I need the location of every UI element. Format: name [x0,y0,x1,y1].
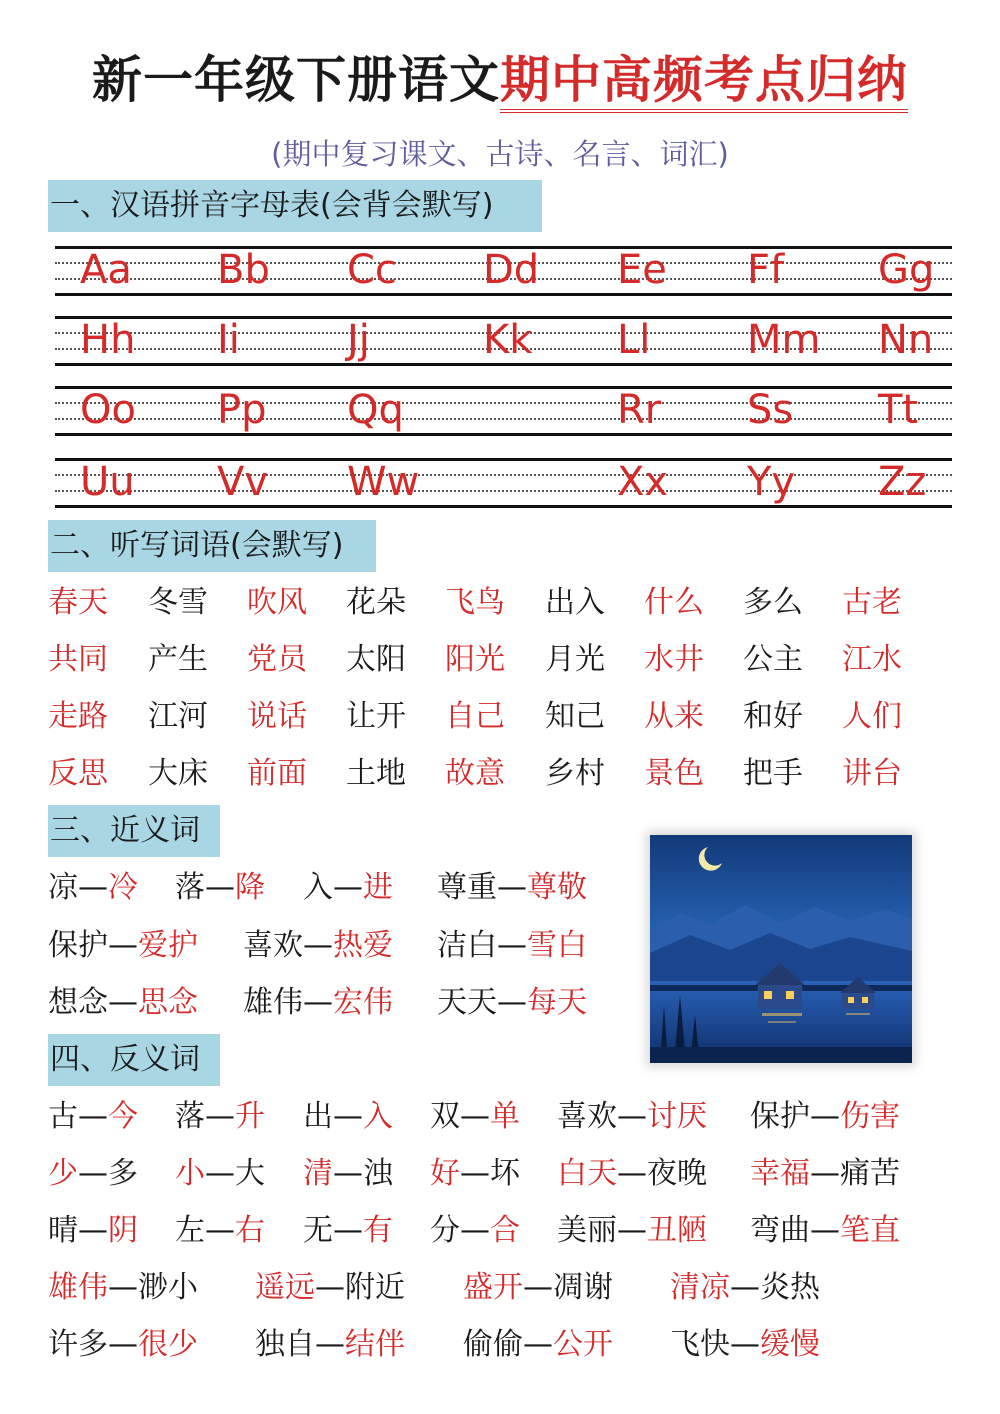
dictation-word: 太阳 [346,642,406,677]
dictation-word: 公主 [743,642,803,677]
pair-second-word: 痛苦 [840,1156,900,1191]
ruled-line [55,418,952,420]
pair-dash: — [205,1156,235,1191]
pair-second-word: 合 [490,1213,520,1248]
pair-dash: — [617,1213,647,1248]
alphabet-letter: Ii [217,317,240,363]
pair-first-word: 想念 [48,985,108,1020]
pair-first-word: 落 [175,870,205,905]
alphabet-letter: Ss [747,387,794,433]
page-subtitle: (期中复习课文、古诗、名言、词汇) [271,137,729,171]
pair-dash: — [78,870,108,905]
pair-second-word: 多 [108,1156,138,1191]
pair-first-word: 落 [175,1099,205,1134]
antonym-pair [557,1156,707,1192]
antonym-pair [175,1156,265,1192]
antonym-pair [48,1270,198,1306]
dictation-word: 走路 [48,699,108,734]
pair-first-word: 许多 [48,1327,108,1362]
title-part-2: 期中高频考点归纳 [500,51,908,113]
pair-second-word: 浊 [363,1156,393,1191]
dictation-word: 共同 [48,642,108,677]
pair-first-word: 分 [430,1213,460,1248]
antonym-pair [430,1213,520,1249]
alphabet-letter: Uu [80,459,135,505]
alphabet-letter: Oo [80,387,136,433]
alphabet-letter: Cc [347,247,397,293]
antonym-pair [303,1156,393,1192]
dictation-word: 产生 [148,642,208,677]
pair-first-word: 出 [303,1099,333,1134]
alphabet-letter: Nn [878,317,934,363]
pair-first-word: 喜欢 [557,1099,617,1134]
pair-second-word: 右 [235,1213,265,1248]
synonym-pair [437,985,587,1021]
ruled-line [55,386,952,389]
antonym-pair [557,1099,707,1135]
antonym-pair [430,1099,520,1135]
pair-second-word: 公开 [553,1327,613,1362]
dictation-word: 月光 [545,642,605,677]
alphabet-letter: Bb [217,247,270,293]
pair-dash: — [78,1099,108,1134]
pair-first-word: 无 [303,1213,333,1248]
pair-first-word: 凉 [48,870,78,905]
ruled-line [55,363,952,366]
dictation-word: 乡村 [545,756,605,791]
pair-dash: — [205,870,235,905]
antonym-pair [463,1327,613,1363]
pair-second-word: 尊敬 [527,870,587,905]
pair-dash: — [810,1099,840,1134]
pair-second-word: 有 [363,1213,393,1248]
pair-first-word: 白天 [557,1156,617,1191]
pair-second-word: 降 [235,870,265,905]
ruled-line [55,433,952,436]
antonym-pair [750,1099,900,1135]
pair-second-word: 进 [363,870,393,905]
alphabet-letter: Aa [80,247,132,293]
pair-second-word: 炎热 [760,1270,820,1305]
synonym-pair [437,928,587,964]
synonym-pair [437,870,587,906]
pair-second-word: 单 [490,1099,520,1134]
ruled-line [55,458,952,461]
pair-dash: — [460,1099,490,1134]
dictation-word: 出入 [545,585,605,620]
alphabet-letter: Tt [878,387,919,433]
dictation-word: 飞鸟 [445,585,505,620]
pair-dash: — [730,1327,760,1362]
antonym-pair [48,1156,138,1192]
pair-first-word: 好 [430,1156,460,1191]
pair-dash: — [497,928,527,963]
pair-first-word: 少 [48,1156,78,1191]
pair-second-word: 阴 [108,1213,138,1248]
pair-dash: — [810,1213,840,1248]
pair-dash: — [108,1270,138,1305]
pair-second-word: 夜晚 [647,1156,707,1191]
dictation-word: 从来 [644,699,704,734]
pair-dash: — [205,1099,235,1134]
dictation-word: 大床 [148,756,208,791]
pair-first-word: 入 [303,870,333,905]
alphabet-letter: Rr [617,387,662,433]
antonym-pair [303,1099,393,1135]
pair-second-word: 缓慢 [760,1327,820,1362]
synonym-pair [243,985,393,1021]
pair-first-word: 晴 [48,1213,78,1248]
pair-dash: — [78,1213,108,1248]
dictation-word: 冬雪 [148,585,208,620]
antonym-pair [430,1156,520,1192]
pair-dash: — [108,1327,138,1362]
pair-dash: — [333,870,363,905]
synonym-pair [175,870,265,906]
pair-dash: — [460,1213,490,1248]
antonym-pair [48,1213,138,1249]
dictation-word: 和好 [743,699,803,734]
alphabet-letter: Kk [483,317,533,363]
dictation-word: 讲台 [842,756,902,791]
alphabet-letter: Yy [747,459,796,505]
dictation-word: 把手 [743,756,803,791]
dictation-word: 反思 [48,756,108,791]
dictation-word: 吹风 [247,585,307,620]
alphabet-grid [55,246,952,526]
pair-second-word: 笔直 [840,1213,900,1248]
ruled-line [55,402,952,404]
section-header-alphabet: 一、汉语拼音字母表(会背会默写) [48,180,542,232]
pair-second-word: 升 [235,1099,265,1134]
pair-first-word: 洁白 [437,928,497,963]
pair-second-word: 雪白 [527,928,587,963]
pair-second-word: 坏 [490,1156,520,1191]
alphabet-letter: Qq [347,387,404,433]
pair-first-word: 弯曲 [750,1213,810,1248]
section-header-synonyms: 三、近义词 [48,805,220,857]
pair-dash: — [333,1213,363,1248]
antonym-pair [48,1099,138,1135]
alphabet-letter: Jj [347,317,370,363]
pair-first-word: 清凉 [670,1270,730,1305]
antonym-pair [303,1213,393,1249]
section-header-antonyms: 四、反义词 [48,1034,220,1086]
pair-first-word: 独自 [255,1327,315,1362]
antonym-pair [175,1213,265,1249]
pair-dash: — [333,1156,363,1191]
pair-dash: — [315,1327,345,1362]
pair-second-word: 大 [235,1156,265,1191]
antonym-pair [463,1270,613,1306]
antonym-pair [255,1327,405,1363]
alphabet-letter: Vv [217,459,269,505]
pair-second-word: 宏伟 [333,985,393,1020]
pair-dash: — [617,1156,647,1191]
ruled-line [55,505,952,508]
antonym-pair [670,1327,820,1363]
pair-second-word: 冷 [108,870,138,905]
antonym-pair [670,1270,820,1306]
pair-first-word: 雄伟 [243,985,303,1020]
pair-dash: — [523,1327,553,1362]
synonym-pair [303,870,393,906]
dictation-word: 景色 [644,756,704,791]
dictation-word: 自己 [445,699,505,734]
dictation-word: 让开 [346,699,406,734]
dictation-word: 春天 [48,585,108,620]
pair-first-word: 保护 [750,1099,810,1134]
pair-second-word: 热爱 [333,928,393,963]
antonym-pair [750,1213,900,1249]
pair-second-word: 伤害 [840,1099,900,1134]
title-part-1: 新一年级下册语文 [92,51,500,109]
pair-first-word: 盛开 [463,1270,523,1305]
alphabet-letter: Ww [347,459,420,505]
pair-second-word: 讨厌 [647,1099,707,1134]
antonym-pair [557,1213,707,1249]
pair-first-word: 左 [175,1213,205,1248]
dictation-word: 多么 [743,585,803,620]
four-line-band [55,386,952,434]
pair-dash: — [108,928,138,963]
pair-second-word: 附近 [345,1270,405,1305]
synonym-pair [48,870,138,906]
pair-first-word: 美丽 [557,1213,617,1248]
alphabet-letter: Xx [617,459,669,505]
antonym-pair [48,1327,198,1363]
synonym-pair [48,928,198,964]
synonym-pair [48,985,198,1021]
pair-first-word: 幸福 [750,1156,810,1191]
pair-first-word: 尊重 [437,870,497,905]
pair-first-word: 喜欢 [243,928,303,963]
pair-dash: — [617,1099,647,1134]
pair-first-word: 古 [48,1099,78,1134]
dictation-word: 阳光 [445,642,505,677]
pair-dash: — [523,1270,553,1305]
pair-first-word: 雄伟 [48,1270,108,1305]
pair-second-word: 入 [363,1099,393,1134]
dictation-word: 知己 [545,699,605,734]
antonym-pair [750,1156,900,1192]
dictation-word: 故意 [445,756,505,791]
pair-dash: — [497,985,527,1020]
alphabet-letter: Pp [217,387,267,433]
dictation-word: 水井 [644,642,704,677]
pair-first-word: 遥远 [255,1270,315,1305]
pair-first-word: 天天 [437,985,497,1020]
alphabet-letter: Ff [747,247,785,293]
dictation-word: 江河 [148,699,208,734]
pair-dash: — [810,1156,840,1191]
alphabet-letter: Mm [747,317,821,363]
pair-dash: — [205,1213,235,1248]
pair-dash: — [303,928,333,963]
alphabet-letter: Ee [617,247,667,293]
pair-first-word: 清 [303,1156,333,1191]
alphabet-letter: Zz [878,459,927,505]
ruled-line [55,490,952,492]
pair-second-word: 今 [108,1099,138,1134]
pair-first-word: 小 [175,1156,205,1191]
pair-second-word: 渺小 [138,1270,198,1305]
pair-dash: — [303,985,333,1020]
pair-dash: — [497,870,527,905]
dictation-word: 人们 [842,699,902,734]
alphabet-letter: Ll [617,317,651,363]
dictation-word: 土地 [346,756,406,791]
alphabet-letter: Dd [483,247,540,293]
dictation-word: 花朵 [346,585,406,620]
pair-dash: — [730,1270,760,1305]
dictation-word: 前面 [247,756,307,791]
dictation-word: 古老 [842,585,902,620]
pair-dash: — [315,1270,345,1305]
ruled-line [55,474,952,476]
pair-dash: — [108,985,138,1020]
dictation-word: 党员 [247,642,307,677]
page-title [0,40,1000,112]
dictation-word: 江水 [842,642,902,677]
pair-second-word: 每天 [527,985,587,1020]
antonym-pair [255,1270,405,1306]
pair-first-word: 飞快 [670,1327,730,1362]
antonym-pair [175,1099,265,1135]
dictation-word: 什么 [644,585,704,620]
night-lake-illustration [650,835,912,1063]
alphabet-letter: Gg [878,247,935,293]
pair-dash: — [78,1156,108,1191]
pair-first-word: 偷偷 [463,1327,523,1362]
ruled-line [55,293,952,296]
pair-second-word: 丑陋 [647,1213,707,1248]
pair-second-word: 爱护 [138,928,198,963]
pair-second-word: 思念 [138,985,198,1020]
pair-dash: — [333,1099,363,1134]
dictation-word: 说话 [247,699,307,734]
section-header-dictation: 二、听写词语(会默写) [48,520,376,572]
four-line-band [55,458,952,506]
pair-second-word: 很少 [138,1327,198,1362]
pair-first-word: 保护 [48,928,108,963]
pair-second-word: 凋谢 [553,1270,613,1305]
pair-dash: — [460,1156,490,1191]
synonym-pair [243,928,393,964]
pair-first-word: 双 [430,1099,460,1134]
alphabet-letter: Hh [80,317,136,363]
pair-second-word: 结伴 [345,1327,405,1362]
